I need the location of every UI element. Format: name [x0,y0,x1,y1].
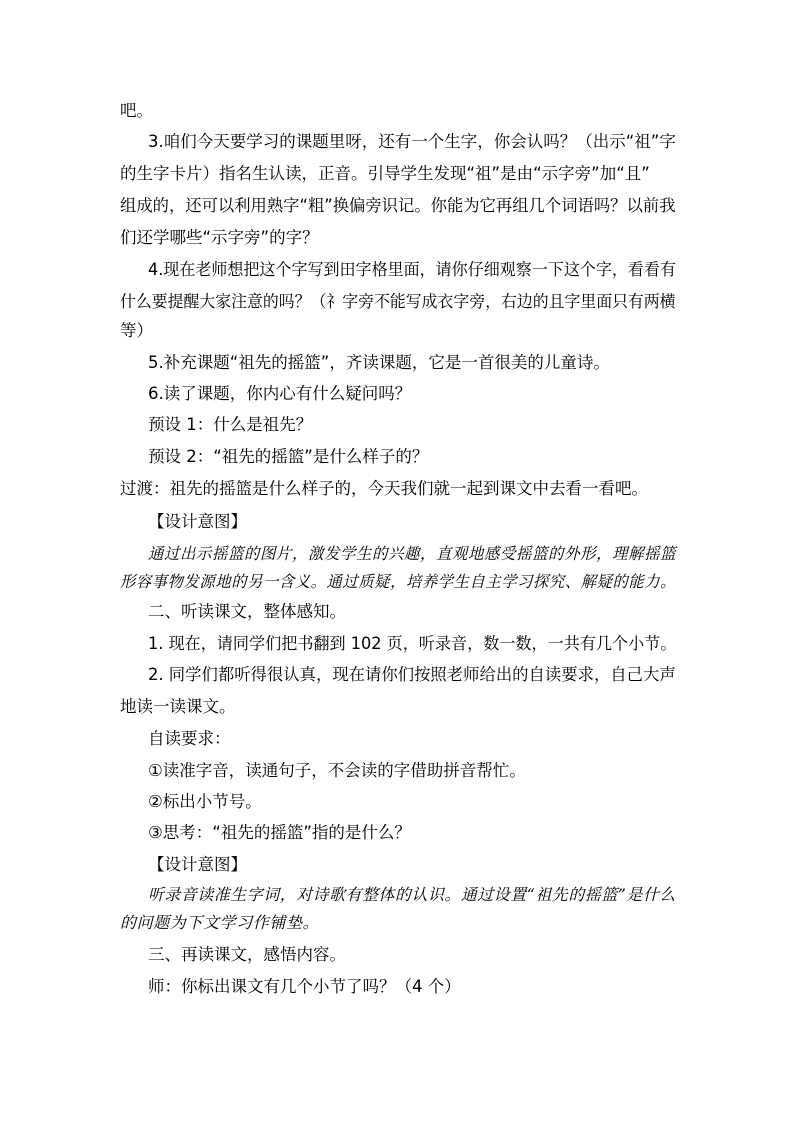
text-line: 自读要求： [148,729,231,748]
text-line: 4.现在老师想把这个字写到田字格里面，请你仔细观察一下这个字，看看有 [148,260,676,279]
text-line: 们还学哪些“示字旁”的字？ [120,228,319,247]
text-line: 1. 现在，请同学们把书翻到 102 页，听录音，数一数，一共有几个小节。 [148,634,677,653]
section-heading: 三、再读课文，感悟内容。 [148,945,346,964]
text-line: 2. 同学们都听得很认真，现在请你们按照老师给出的自读要求，自己大声 [148,665,676,684]
text-line: 地读一读课文。 [120,697,236,716]
text-line: 等） [120,321,153,340]
text-line: 什么要提醒大家注意的吗？（礻字旁不能写成衣字旁，右边的且字里面只有两横 [120,292,676,311]
text-line: 过渡：祖先的摇篮是什么样子的，今天我们就一起到课文中去看一看吧。 [120,479,648,498]
text-line: 预设 2：“祖先的摇篮”是什么样子的？ [148,447,429,466]
text-line: 的问题为下文学习作铺垫。 [120,913,320,932]
text-line: 吧。 [120,101,153,120]
text-line: 组成的，还可以利用熟字“粗”换偏旁识记。你能为它再组几个词语吗？以前我 [120,196,676,215]
list-item: ②标出小节号。 [148,792,262,811]
list-item: ①读准字音，读通句子，不会读的字借助拼音帮忙。 [148,761,526,780]
text-line: 听录音读准生字词，对诗歌有整体的认识。通过设置“祖先的摇篮”是什么 [148,885,676,904]
text-line: 6.读了课题，你内心有什么疑问吗？ [148,384,412,403]
text-line: 3.咱们今天要学习的课题里呀，还有一个生字，你会认吗？（出示“祖”字 [148,132,676,151]
text-line: 形容事物发源地的另一含义。通过质疑，培养学生自主学习探究、解疑的能力。 [120,572,677,591]
section-heading: 【设计意图】 [148,855,247,874]
list-item: ③思考：“祖先的摇篮”指的是什么？ [148,823,411,842]
text-line: 通过出示摇篮的图片，激发学生的兴趣，直观地感受摇篮的外形，理解摇篮 [148,544,677,563]
text-line: 师：你标出课文有几个小节了吗？（4 个） [148,977,461,996]
section-heading: 【设计意图】 [148,512,247,531]
text-line: 预设 1：什么是祖先？ [148,415,313,434]
text-line: 5.补充课题“祖先的摇篮”，齐读课题，它是一首很美的儿童诗。 [148,353,610,372]
text-line: 的生字卡片）指名生认读，正音。引导学生发现“祖”是由“示字旁”加“且” [120,164,650,183]
section-heading: 二、听读课文，整体感知。 [148,602,346,621]
